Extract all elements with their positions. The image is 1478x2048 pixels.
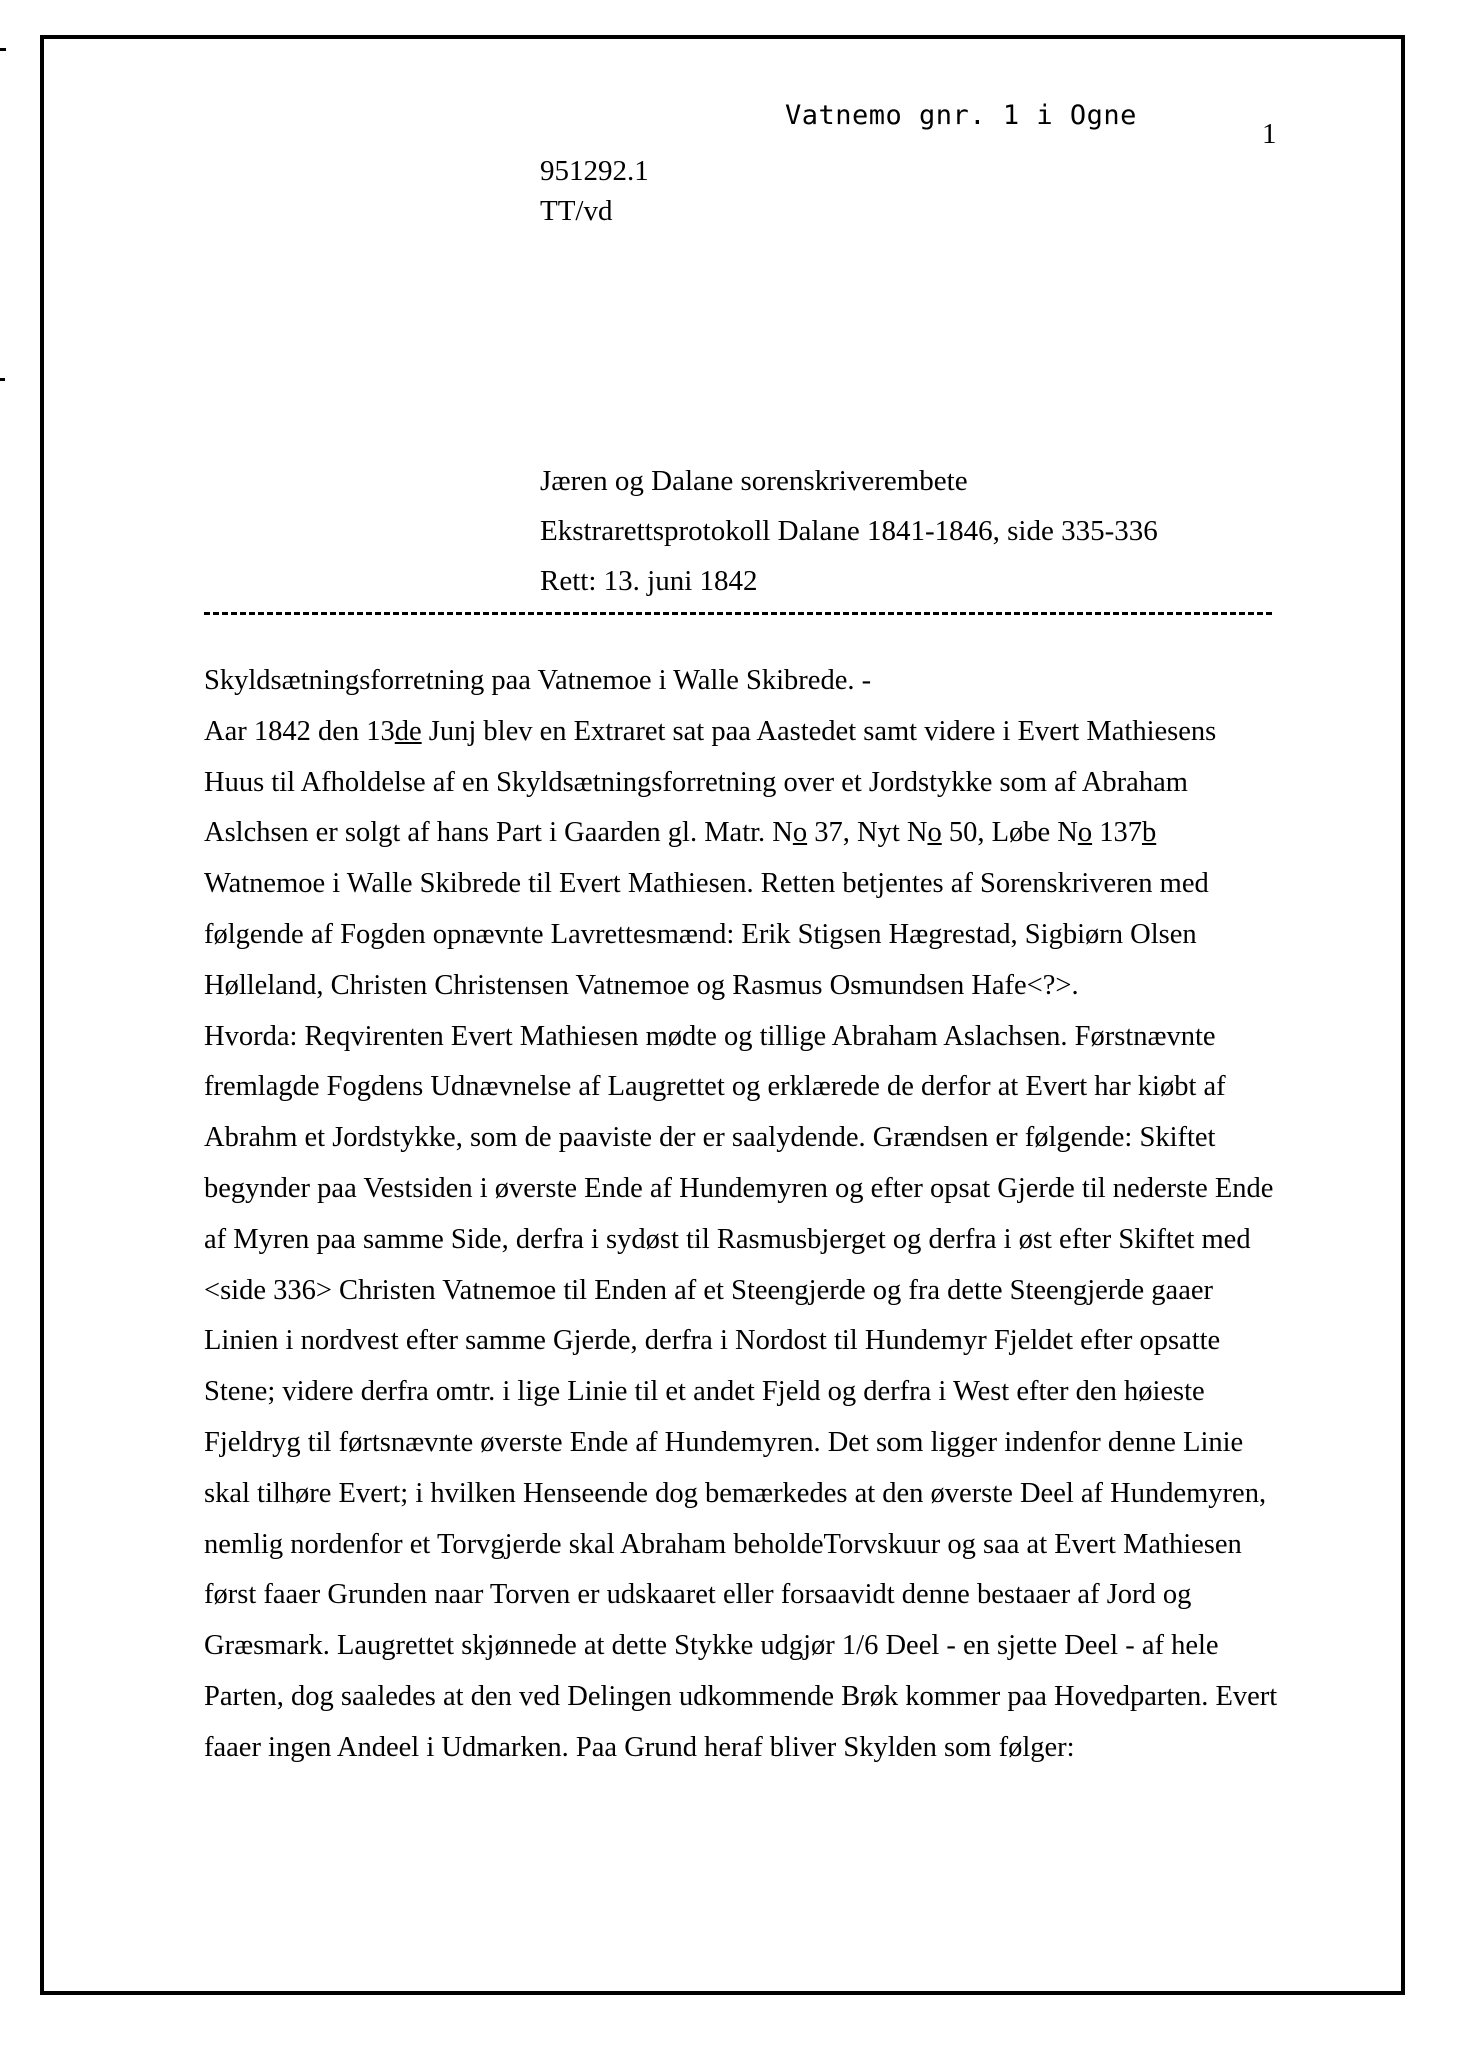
text-line: begynder paa Vestsiden i øverste Ende af Hundemyren og efter opsat Gjerde til nederste Ende (204, 1172, 1274, 1204)
dashed-divider (204, 612, 1272, 615)
text-line: Hvorda: Reqvirenten Evert Mathiesen mødte og tillige Abraham Aslachsen. Førstnævnte (204, 1020, 1216, 1052)
text-line: Stene; videre derfra omtr. i lige Linie til et andet Fjeld og derfra i West efter den høieste (204, 1376, 1205, 1408)
text-line: faaer ingen Andeel i Udmarken. Paa Grund heraf bliver Skylden som følger: (204, 1731, 1075, 1763)
text-line: Fjeldryg til førtsnævnte øverste Ende af Hundemyren. Det som ligger indenfor denne Linie (204, 1426, 1244, 1458)
source-block (540, 456, 1158, 606)
reference-block (540, 151, 649, 231)
text-line: fremlagde Fogdens Udnævnelse af Laugrettet og erklærede de derfor at Evert har kiøbt af (204, 1071, 1226, 1103)
transcription-body (204, 656, 1284, 1774)
text-line: <side 336> Christen Vatnemoe til Enden af et Steengjerde og fra dette Steengjerde gaaer (204, 1274, 1213, 1306)
text-line: skal tilhøre Evert; i hvilken Henseende dog bemærkedes at den øverste Deel af Hundemyren, (204, 1477, 1267, 1509)
text-line: nemlig nordenfor et Torvgjerde skal Abraham beholdeTorvskuur og saa at Evert Mathiesen (204, 1528, 1242, 1560)
superscript-abbreviation: o (1077, 817, 1093, 849)
superscript-abbreviation: de (394, 715, 422, 747)
text-segment: 37, Nyt N (807, 817, 928, 849)
text-line (204, 808, 1284, 859)
protocol-reference: Ekstrarettsprotokoll Dalane 1841-1846, side 335-336 (540, 515, 1158, 547)
text-segment: 50, Løbe N (941, 817, 1078, 849)
text-line (204, 707, 1284, 758)
office-name: Jæren og Dalane sorenskriverembete (540, 465, 968, 497)
court-date: Rett: 13. juni 1842 (540, 565, 758, 597)
text-segment: Aar 1842 den 13 (204, 715, 395, 747)
text-segment: Junj blev en Extraret sat paa Aastedet samt videre i Evert Mathiesens (421, 715, 1217, 747)
superscript-abbreviation: o (927, 817, 942, 849)
text-line: Hølleland, Christen Christensen Vatnemoe og Rasmus Osmundsen Hafe<?>. (204, 969, 1079, 1001)
text-line: følgende af Fogden opnævnte Lavrettesmænd: Erik Stigsen Hægrestad, Sigbiørn Olsen (204, 918, 1197, 950)
text-line: Linien i nordvest efter samme Gjerde, derfra i Nordost til Hundemyr Fjeldet efter opsatte (204, 1325, 1221, 1357)
text-line: Skyldsætningsforretning paa Vatnemoe i Walle Skibrede. - (204, 665, 872, 696)
case-number: 951292.1 (540, 155, 649, 187)
text-segment: Aslchsen er solgt af hans Part i Gaarden gl. Matr. N (204, 817, 793, 849)
text-line: af Myren paa samme Side, derfra i sydøst til Rasmusbjerget og derfra i øst efter Skiftet med (204, 1223, 1251, 1255)
text-line: Parten, dog saaledes at den ved Delingen udkommende Brøk kommer paa Hovedparten. Evert (204, 1680, 1278, 1712)
document-header-title: Vatnemo gnr. 1 i Ogne (785, 100, 1137, 131)
page-number: 1 (1262, 118, 1277, 150)
scan-mark (0, 48, 6, 51)
scan-mark (0, 378, 5, 381)
text-line: Græsmark. Laugrettet skjønnede at dette Stykke udgjør 1/6 Deel - en sjette Deel - af hele (204, 1630, 1219, 1662)
superscript-abbreviation: o (792, 817, 808, 849)
text-segment: 137 (1092, 817, 1142, 849)
superscript-abbreviation: b (1141, 817, 1157, 849)
text-line: Watnemoe i Walle Skibrede til Evert Mathiesen. Retten betjentes af Sorenskriveren med (204, 868, 1209, 900)
text-line: Abrahm et Jordstykke, som de paaviste der er saalydende. Grændsen er følgende: Skiftet (204, 1122, 1216, 1154)
text-line: Huus til Afholdelse af en Skyldsætningsforretning over et Jordstykke som af Abraham (204, 766, 1188, 798)
text-line: først faaer Grunden naar Torven er udskaaret eller forsaavidt denne bestaaer af Jord og (204, 1579, 1192, 1611)
initials: TT/vd (540, 195, 613, 227)
